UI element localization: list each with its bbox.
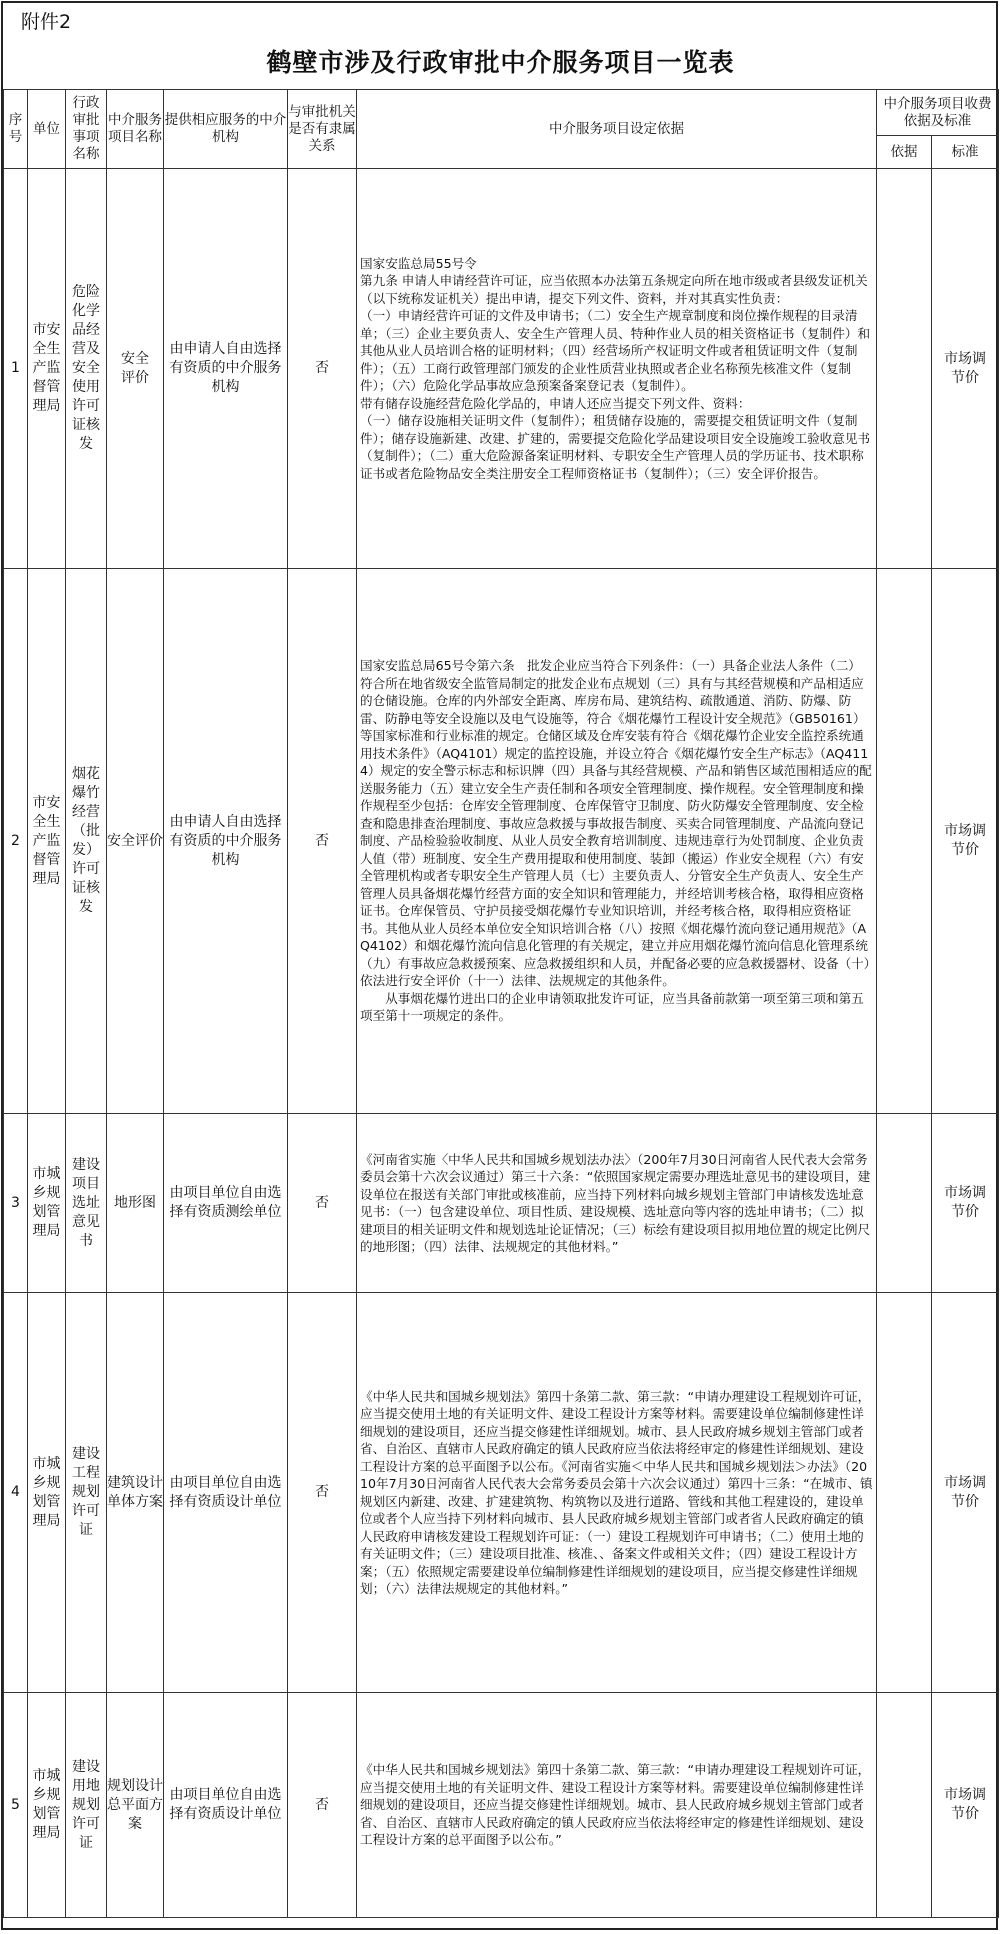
attachment-label: 附件2 — [21, 11, 72, 33]
row-unit: 市安全生产监督管理局 — [28, 169, 66, 569]
row-approval-item: 危险化学品经营及安全使用许可证核发 — [66, 169, 107, 569]
service-items-table — [3, 89, 999, 1918]
document-page — [1, 1, 998, 1930]
row-fee-basis — [877, 1693, 932, 1918]
row-approval-item: 建设用地规划许可证 — [66, 1693, 107, 1918]
header-fee-basis: 依据 — [877, 136, 932, 169]
header-seq: 序号 — [4, 90, 28, 169]
row-unit: 市城乡规划管理局 — [28, 1293, 66, 1693]
row-agency: 由项目单位自由选择有资质设计单位 — [164, 1293, 288, 1693]
row-relation: 否 — [288, 1693, 357, 1918]
row-seq: 3 — [4, 1114, 28, 1293]
row-service-name: 规划设计总平面方案 — [107, 1693, 164, 1918]
row-relation: 否 — [288, 1114, 357, 1293]
row-agency: 由项目单位自由选择有资质测绘单位 — [164, 1114, 288, 1293]
row-basis: 国家安监总局55号令 第九条 申请人申请经营许可证，应当依照本办法第五条规定向所在地市级或者县级发证机关（以下统称发证机关）提出申请，提交下列文件、资料，并对其真实性负责： （一）申请经营许可证的文件及申请书；（二）安全生产规章制度和岗位操作规程的目录清单；（三）企业主要负责人、安全生产管理人员、特种作业人员的相关资格证书（复制件）和其他从业人员培训合格的证明材料；（四）经营场所产权证明文件或者租赁证明文件（复制件）；（五）工商行政管理部门颁发的企业性质营业执照或者企业名称预先核准文件（复制件）；（六）危险化学品事故应急预案备案登记表（复制件）。 带有储存设施经营危险化学品的，申请人还应当提交下列文件、资料： （一）储存设施相关证明文件（复制件）；租赁储存设施的，需要提交租赁证明文件（复制件）；储存设施新建、改建、扩建的，需要提交危险化学品建设项目安全设施竣工验收意见书（复制件）；（二）重大危险源备案证明材料、专职安全生产管理人员的学历证书、技术职称证书或者危险物品安全类注册安全工程师资格证书（复制件）；（三）安全评价报告。 — [357, 169, 877, 569]
header-agency: 提供相应服务的中介机构 — [164, 90, 288, 169]
table-row — [4, 569, 999, 1114]
row-unit: 市城乡规划管理局 — [28, 1693, 66, 1918]
row-seq: 5 — [4, 1693, 28, 1918]
row-seq: 4 — [4, 1293, 28, 1693]
table-header — [4, 90, 999, 169]
row-agency: 由项目单位自由选择有资质设计单位 — [164, 1693, 288, 1918]
row-approval-item: 烟花爆竹经营（批发）许可证核发 — [66, 569, 107, 1114]
header-relation: 与审批机关是否有隶属关系 — [288, 90, 357, 169]
row-approval-item: 建设项目选址意见书 — [66, 1114, 107, 1293]
table-row — [4, 169, 999, 569]
row-basis: 《中华人民共和国城乡规划法》第四十条第二款、第三款：“申请办理建设工程规划许可证，应当提交使用土地的有关证明文件、建设工程设计方案等材料。需要建设单位编制修建性详细规划的建设项目，还应当提交修建性详细规划。城市、县人民政府城乡规划主管部门或者省、自治区、直辖市人民政府确定的镇人民政府应当依法将经审定的修建性详细规划、建设工程设计方案的总平面图予以公布。” — [357, 1693, 877, 1918]
row-relation: 否 — [288, 169, 357, 569]
row-service-name: 地形图 — [107, 1114, 164, 1293]
row-fee-standard: 市场调节价 — [932, 1293, 999, 1693]
row-basis: 《河南省实施〈中华人民共和国城乡规划法办法〉（200年7月30日河南省人民代表大会常务委员会第十六次会议通过）第三十六条：“依照国家规定需要办理选址意见书的建设项目，建设单位在报送有关部门审批或核准前，应当持下列材料向城乡规划主管部门申请核发选址意见书：（一）包含建设单位、项目性质、建设规模、选址意向等内容的选址申请书；（二）拟建项目的相关证明文件和规划选址论证情况；（三）标绘有建设项目拟用地位置的规定比例尺的地形图；（四）法律、法规规定的其他材料。” — [357, 1114, 877, 1293]
row-fee-standard: 市场调节价 — [932, 169, 999, 569]
row-agency: 由申请人自由选择有资质的中介服务机构 — [164, 569, 288, 1114]
header-fee-standard: 标准 — [932, 136, 999, 169]
header-fee-group: 中介服务项目收费依据及标准 — [877, 90, 999, 136]
row-fee-basis — [877, 1293, 932, 1693]
table-row — [4, 1693, 999, 1918]
row-fee-standard: 市场调节价 — [932, 1693, 999, 1918]
row-relation: 否 — [288, 569, 357, 1114]
header-basis: 中介服务项目设定依据 — [357, 90, 877, 169]
page-title: 鹤壁市涉及行政审批中介服务项目一览表 — [266, 48, 735, 77]
document-header — [3, 3, 998, 89]
row-approval-item: 建设工程规划许可证 — [66, 1293, 107, 1693]
table-row — [4, 1293, 999, 1693]
row-basis: 《中华人民共和国城乡规划法》第四十条第二款、第三款：“申请办理建设工程规划许可证，应当提交使用土地的有关证明文件、建设工程设计方案等材料。需要建设单位编制修建性详细规划的建设项目，还应当提交修建性详细规划。城市、县人民政府城乡规划主管部门或者省、自治区、直辖市人民政府确定的镇人民政府应当依法将经审定的修建性详细规划、建设工程设计方案的总平面图予以公布。《河南省实施＜中华人民共和国城乡规划法＞办法》（2010年7月30日河南省人民代表大会常务委员会第十六次会议通过）第四十三条：“在城市、镇规划区内新建、改建、扩建建筑物、构筑物以及进行道路、管线和其他工程建设的，建设单位或者个人应当持下列材料向城市、县人民政府城乡规划主管部门或者省人民政府确定的镇人民政府申请核发建设工程规划许可证：（一）建设工程规划许可申请书；（二）使用土地的有关证明文件；（三）建设项目批准、核准、、备案文件或相关文件；（四）建设工程设计方案；（五）依照规定需要建设单位编制修建性详细规划的建设项目，应当提交修建性详细规划；（六）法律法规规定的其他材料。” — [357, 1293, 877, 1693]
row-seq: 1 — [4, 169, 28, 569]
row-basis: 国家安监总局65号令第六条 批发企业应当符合下列条件：（一）具备企业法人条件（二）符合所在地省级安全监管局制定的批发企业布点规划（三）具有与其经营规模和产品相适应的仓储设施。仓库的内外部安全距离、库房布局、建筑结构、疏散通道、消防、防爆、防雷、防静电等安全设施以及电气设施等，符合《烟花爆竹工程设计安全规范》（GB50161）等国家标准和行业标准的规定。仓储区域及仓库安装有符合《烟花爆竹企业安全监控系统通用技术条件》（AQ4101）规定的监控设施，并设立符合《烟花爆竹安全生产标志》（AQ4114）规定的安全警示标志和标识牌（四）具备与其经营规模、产品和销售区域范围相适应的配送服务能力（五）建立安全生产责任制和各项安全管理制度、操作规程。安全管理制度和操作规程至少包括：仓库安全管理制度、仓库保管守卫制度、防火防爆安全管理制度、安全检查和隐患排查治理制度、事故应急救援与事故报告制度、买卖合同管理制度、产品流向登记制度、产品检验验收制度、从业人员安全教育培训制度、违规违章行为处罚制度、企业负责人值（带）班制度、安全生产费用提取和使用制度、装卸（搬运）作业安全规程（六）有安全管理机构或者专职安全生产管理人员（七）主要负责人、分管安全生产负责人、安全生产管理人员具备烟花爆竹经营方面的安全知识和管理能力，并经培训考核合格，取得相应资格证书。仓库保管员、守护员接受烟花爆竹专业知识培训，并经考核合格，取得相应资格证书。其他从业人员经本单位安全知识培训合格（八）按照《烟花爆竹流向登记通用规范》（AQ4102）和烟花爆竹流向信息化管理的有关规定，建立并应用烟花爆竹流向信息化管理系统（九）有事故应急救援预案、应急救援组织和人员，并配备必要的应急救援器材、设备（十）依法进行安全评价（十一）法律、法规规定的其他条件。 从事烟花爆竹进出口的企业申请领取批发许可证，应当具备前款第一项至第三项和第五项至第十一项规定的条件。 — [357, 569, 877, 1114]
header-service-name: 中介服务项目名称 — [107, 90, 164, 169]
row-service-name: 安全评价 — [107, 569, 164, 1114]
row-relation: 否 — [288, 1293, 357, 1693]
row-fee-basis — [877, 169, 932, 569]
header-unit: 单位 — [28, 90, 66, 169]
row-fee-basis — [877, 1114, 932, 1293]
header-approval-item: 行政审批事项名称 — [66, 90, 107, 169]
row-agency: 由申请人自由选择有资质的中介服务机构 — [164, 169, 288, 569]
row-service-name: 安全评价 — [107, 169, 164, 569]
row-seq: 2 — [4, 569, 28, 1114]
row-unit: 市安全生产监督管理局 — [28, 569, 66, 1114]
row-fee-standard: 市场调节价 — [932, 1114, 999, 1293]
row-unit: 市城乡规划管理局 — [28, 1114, 66, 1293]
table-row — [4, 1114, 999, 1293]
row-fee-basis — [877, 569, 932, 1114]
row-service-name: 建筑设计单体方案 — [107, 1293, 164, 1693]
row-fee-standard: 市场调节价 — [932, 569, 999, 1114]
